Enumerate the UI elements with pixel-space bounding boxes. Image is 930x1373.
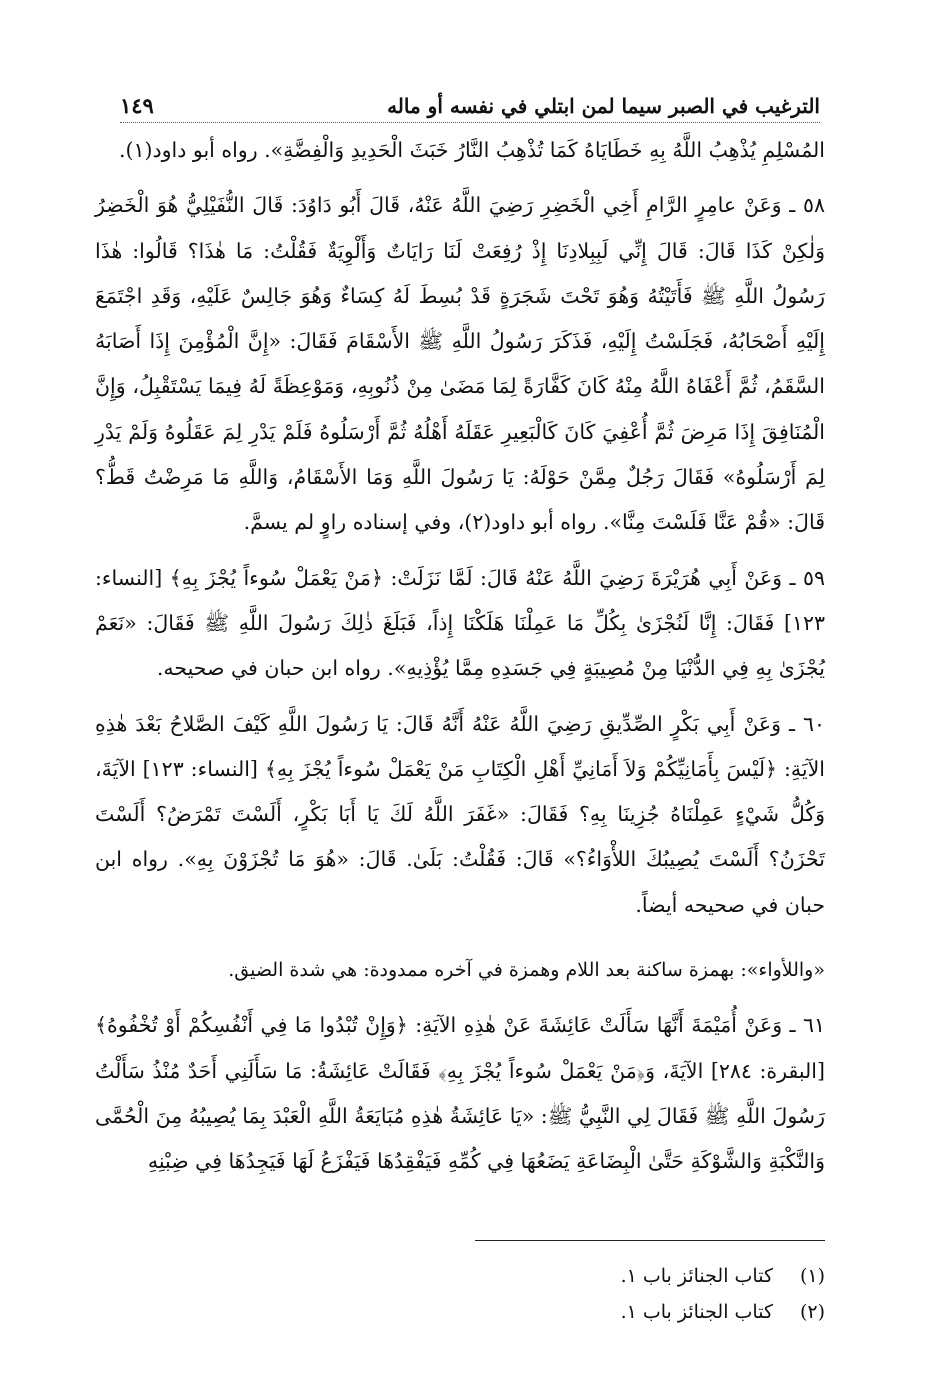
footnotes <box>95 1258 825 1330</box>
hadith-60: ٦٠ ـ وَعَنْ أَبِي بَكْرٍ الصِّدِّيقِ رَضِيَ اللَّهُ عَنْهُ أَنَّهُ قَالَ: يَا رَسُولَ اللَّهِ كَيْفَ الصَّلاحُ بَعْدَ هٰذِهِ الآيَةِ: ﴿لَيْسَ بِأَمَانِيِّكُمْ وَلاَ أَمَانِيِّ أَهْلِ الْكِتَابِ مَنْ يَعْمَلْ سُوءاً يُجْزَ بِهِ﴾ [النساء: ١٢٣] الآيَةَ، وَكُلُّ شَيْءٍ عَمِلْنَاهُ جُزِينَا بِهِ؟ فَقَالَ: «غَفَرَ اللَّهُ لَكَ يَا أَبَا بَكْرٍ، أَلَسْتَ تَمْرَضُ؟ أَلَسْتَ تَحْزَنُ؟ أَلَسْتَ يُصِيبُكَ اللأْوَاءُ؟» قَالَ: فَقُلْتُ: بَلَىٰ. قَالَ: «هُوَ مَا تُجْزَوْنَ بِهِ». رواه ابن حبان في صحيحه أيضاً. <box>95 711 825 917</box>
running-header <box>120 82 820 123</box>
footnote-number: (٢) <box>799 1301 825 1323</box>
main-text <box>95 128 825 1185</box>
footnote-number: (١) <box>799 1265 825 1287</box>
footnote-divider <box>475 1240 825 1241</box>
hadith-61: ٦١ ـ وَعَنْ أُمَيْمَةَ أَنَّهَا سَأَلَتْ عَائِشَةَ عَنْ هٰذِهِ الآيَةِ: ﴿وَإِنْ تُبْدُوا مَا فِي أَنْفُسِكُمْ أَوْ تُخْفُوهُ﴾ [البقرة: ٢٨٤] الآيَةَ، وَ﴿مَنْ يَعْمَلْ سُوءاً يُجْزَ بِهِ﴾ فَقَالَتْ عَائِشَةُ: مَا سَأَلَنِي أَحَدٌ مُنْذُ سَأَلْتُ رَسُولَ اللَّهِ ﷺ فَقَالَ لِي النَّبِيُّ ﷺ: «يَا عَائِشَةُ هٰذِهِ مُبَايَعَةُ اللَّهِ الْعَبْدَ بِمَا يُصِيبُهُ مِنَ الْحُمَّى وَالنَّكْبَةِ وَالشَّوْكَةِ حَتَّىٰ الْبِضَاعَةِ يَضَعُهَا فِي كُمِّهِ فَيَفْقِدُهَا فَيَفْزَعُ لَهَا فَيَجِدُهَا فِي ضِبْنِهِ <box>95 1013 825 1174</box>
footnote-1 <box>95 1258 825 1294</box>
footnote-text: كتاب الجنائز باب ١. <box>620 1265 773 1287</box>
explanatory-note: «واللأواء»: بهمزة ساكنة بعد اللام وهمزة في آخره ممدودة: هي شدة الضيق. <box>228 959 825 982</box>
footnote-text: كتاب الجنائز باب ١. <box>620 1301 773 1323</box>
running-header-title: الترغيب في الصبر سيما لمن ابتلي في نفسه أو ماله <box>387 94 820 118</box>
footnote-2 <box>95 1294 825 1330</box>
hadith-59: ٥٩ ـ وَعَنْ أَبِي هُرَيْرَةَ رَضِيَ اللَّهُ عَنْهُ قَالَ: لَمَّا نَزَلَتْ: ﴿مَنْ يَعْمَلْ سُوءاً يُجْزَ بِهِ﴾ [النساء: ١٢٣] فَقَالَ: إِنَّا لَنُجْزَىٰ بِكُلِّ مَا عَمِلْنَا هَلَكْنَا إِذاً، فَبَلَغَ ذٰلِكَ رَسُولَ اللَّهِ ﷺ فَقَالَ: «نَعَمْ يُجْزَىٰ بِهِ فِي الدُّنْيَا مِنْ مُصِيبَةٍ فِي جَسَدِهِ مِمَّا يُؤْذِيهِ». رواه ابن حبان في صحيحه. <box>95 565 825 681</box>
paragraph-continuation: المُسْلِمِ يُذْهِبُ اللَّهُ بِهِ خَطَايَاهُ كَمَا تُذْهِبُ النَّارُ خَبَثَ الْحَدِيدِ وَالْفِضَّةِ». رواه أبو داود(١). <box>118 138 825 162</box>
hadith-58: ٥٨ ـ وَعَنْ عامِرٍ الرَّامِ أَخِي الْخَضِرِ رَضِيَ اللَّهُ عَنْهُ، قَالَ أَبُو دَاوُدَ: قَالَ النُّفَيْلِيُّ هُوَ الْخَضِرُ وَلٰكِنْ كَذَا قَالَ: قَالَ إِنِّي لَبِبِلادِنَا إِذْ رُفِعَتْ لَنَا رَايَاتٌ وَأَلْوِيَةٌ فَقُلْتُ: مَا هٰذَا؟ قَالُوا: هٰذَا رَسُولُ اللَّهِ ﷺ فَأَتَيْتُهُ وَهُوَ تَحْتَ شَجَرَةٍ قَدْ بُسِطَ لَهُ كِسَاءٌ وَهُوَ جَالِسٌ عَلَيْهِ، وَقَدِ اجْتَمَعَ إِلَيْهِ أَصْحَابُهُ، فَجَلَسْتُ إِلَيْهِ، فَذَكَرَ رَسُولُ اللَّهِ ﷺ الأَسْقَامَ فَقَالَ: «إِنَّ الْمُؤْمِنَ إِذَا أَصَابَهُ السَّقَمُ، ثُمَّ أَعْفَاهُ اللَّهُ مِنْهُ كَانَ كَفَّارَةً لِمَا مَضَىٰ مِنْ ذُنُوبِهِ، وَمَوْعِظَةً لَهُ فِيمَا يَسْتَقْبِلُ، وَإِنَّ الْمُنَافِقَ إِذَا مَرِضَ ثُمَّ أُعْفِيَ كَانَ كَالْبَعِيرِ عَقَلَهُ أَهْلُهُ ثُمَّ أَرْسَلُوهُ فَلَمْ يَدْرِ لِمَ عَقَلُوهُ وَلَمْ يَدْرِ لِمَ أَرْسَلُوهُ» فَقَالَ رَجُلٌ مِمَّنْ حَوْلَهُ: يَا رَسُولَ اللَّهِ وَمَا الأَسْقَامُ، وَاللَّهِ مَا مَرِضْتُ قَطُّ؟ قَالَ: «قُمْ عَنَّا فَلَسْتَ مِنَّا». رواه أبو داود(٢)، وفي إسناده راوٍ لم يسمَّ. <box>95 193 825 535</box>
page-number: ١٤٩ <box>120 93 154 118</box>
